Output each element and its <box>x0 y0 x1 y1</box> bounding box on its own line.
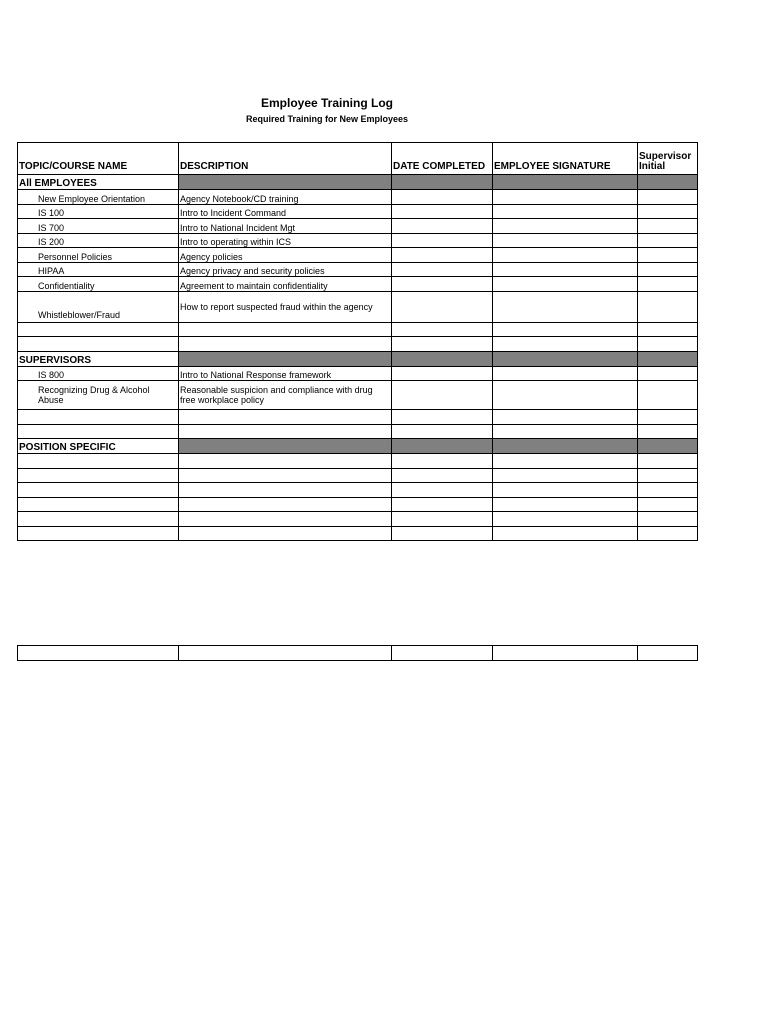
initial-cell[interactable] <box>638 190 698 205</box>
initial-cell[interactable] <box>638 381 698 410</box>
table-row <box>18 277 698 292</box>
header-description: DESCRIPTION <box>179 143 392 175</box>
topic-cell: Confidentiality <box>18 277 179 292</box>
empty-row <box>18 483 698 498</box>
table-row <box>18 219 698 234</box>
signature-cell[interactable] <box>493 190 638 205</box>
signature-cell[interactable] <box>493 366 638 381</box>
header-employee-signature: EMPLOYEE SIGNATURE <box>493 143 638 175</box>
initial-cell[interactable] <box>638 277 698 292</box>
topic-cell: IS 200 <box>18 233 179 248</box>
document-subtitle: Required Training for New Employees <box>245 114 409 124</box>
description-cell: Agreement to maintain confidentiality <box>179 277 392 292</box>
empty-row <box>18 454 698 469</box>
topic-cell: Whistleblower/Fraud <box>18 291 179 322</box>
signature-cell[interactable] <box>493 248 638 263</box>
description-cell: Agency Notebook/CD training <box>179 190 392 205</box>
description-cell: Intro to Incident Command <box>179 204 392 219</box>
header-row <box>18 143 698 175</box>
initial-cell[interactable] <box>638 291 698 322</box>
description-cell: Intro to National Incident Mgt <box>179 219 392 234</box>
empty-row <box>18 497 698 512</box>
initial-cell[interactable] <box>638 262 698 277</box>
description-cell: Reasonable suspicion and compliance with drug free workplace policy <box>179 381 392 410</box>
topic-cell: IS 100 <box>18 204 179 219</box>
header-supervisor-initial: Supervisor Initial <box>638 143 698 175</box>
empty-row <box>18 526 698 541</box>
table-row <box>18 381 698 410</box>
date-cell[interactable] <box>392 262 493 277</box>
date-cell[interactable] <box>392 190 493 205</box>
signature-cell[interactable] <box>493 219 638 234</box>
date-cell[interactable] <box>392 204 493 219</box>
empty-row <box>18 337 698 352</box>
signature-cell[interactable] <box>493 277 638 292</box>
description-cell: Agency policies <box>179 248 392 263</box>
signature-cell[interactable] <box>493 233 638 248</box>
section-row-supervisors <box>18 351 698 366</box>
section-label: All EMPLOYEES <box>18 175 179 190</box>
description-cell: Agency privacy and security policies <box>179 262 392 277</box>
table-row <box>18 248 698 263</box>
initial-cell[interactable] <box>638 248 698 263</box>
date-cell[interactable] <box>392 366 493 381</box>
topic-cell: IS 700 <box>18 219 179 234</box>
initial-cell[interactable] <box>638 219 698 234</box>
date-cell[interactable] <box>392 381 493 410</box>
topic-cell: Personnel Policies <box>18 248 179 263</box>
signature-cell[interactable] <box>493 204 638 219</box>
date-cell[interactable] <box>392 248 493 263</box>
empty-row <box>18 322 698 337</box>
signature-cell[interactable] <box>493 262 638 277</box>
empty-row <box>18 512 698 527</box>
document-title: Employee Training Log <box>260 96 394 110</box>
signature-cell[interactable] <box>493 291 638 322</box>
topic-cell: Recognizing Drug & Alcohol Abuse <box>18 381 179 410</box>
topic-cell: HIPAA <box>18 262 179 277</box>
date-cell[interactable] <box>392 219 493 234</box>
footer-row-table <box>17 645 698 661</box>
date-cell[interactable] <box>392 277 493 292</box>
empty-row <box>18 424 698 439</box>
date-cell[interactable] <box>392 291 493 322</box>
table-row <box>18 204 698 219</box>
description-cell: Intro to National Response framework <box>179 366 392 381</box>
header-date-completed: DATE COMPLETED <box>392 143 493 175</box>
empty-row <box>18 646 698 661</box>
section-label: SUPERVISORS <box>18 351 179 366</box>
initial-cell[interactable] <box>638 366 698 381</box>
topic-cell: IS 800 <box>18 366 179 381</box>
description-cell: How to report suspected fraud within the agency <box>179 291 392 322</box>
empty-row <box>18 410 698 425</box>
section-label: POSITION SPECIFIC <box>18 439 179 454</box>
table-row <box>18 262 698 277</box>
table-row <box>18 190 698 205</box>
initial-cell[interactable] <box>638 233 698 248</box>
signature-cell[interactable] <box>493 381 638 410</box>
section-row-all-employees <box>18 175 698 190</box>
header-topic: TOPIC/COURSE NAME <box>18 143 179 175</box>
table-row <box>18 291 698 322</box>
initial-cell[interactable] <box>638 204 698 219</box>
training-log-table <box>17 142 698 541</box>
date-cell[interactable] <box>392 233 493 248</box>
table-row <box>18 233 698 248</box>
description-cell: Intro to operating within ICS <box>179 233 392 248</box>
table-row <box>18 366 698 381</box>
section-row-position-specific <box>18 439 698 454</box>
topic-cell: New Employee Orientation <box>18 190 179 205</box>
empty-row <box>18 468 698 483</box>
